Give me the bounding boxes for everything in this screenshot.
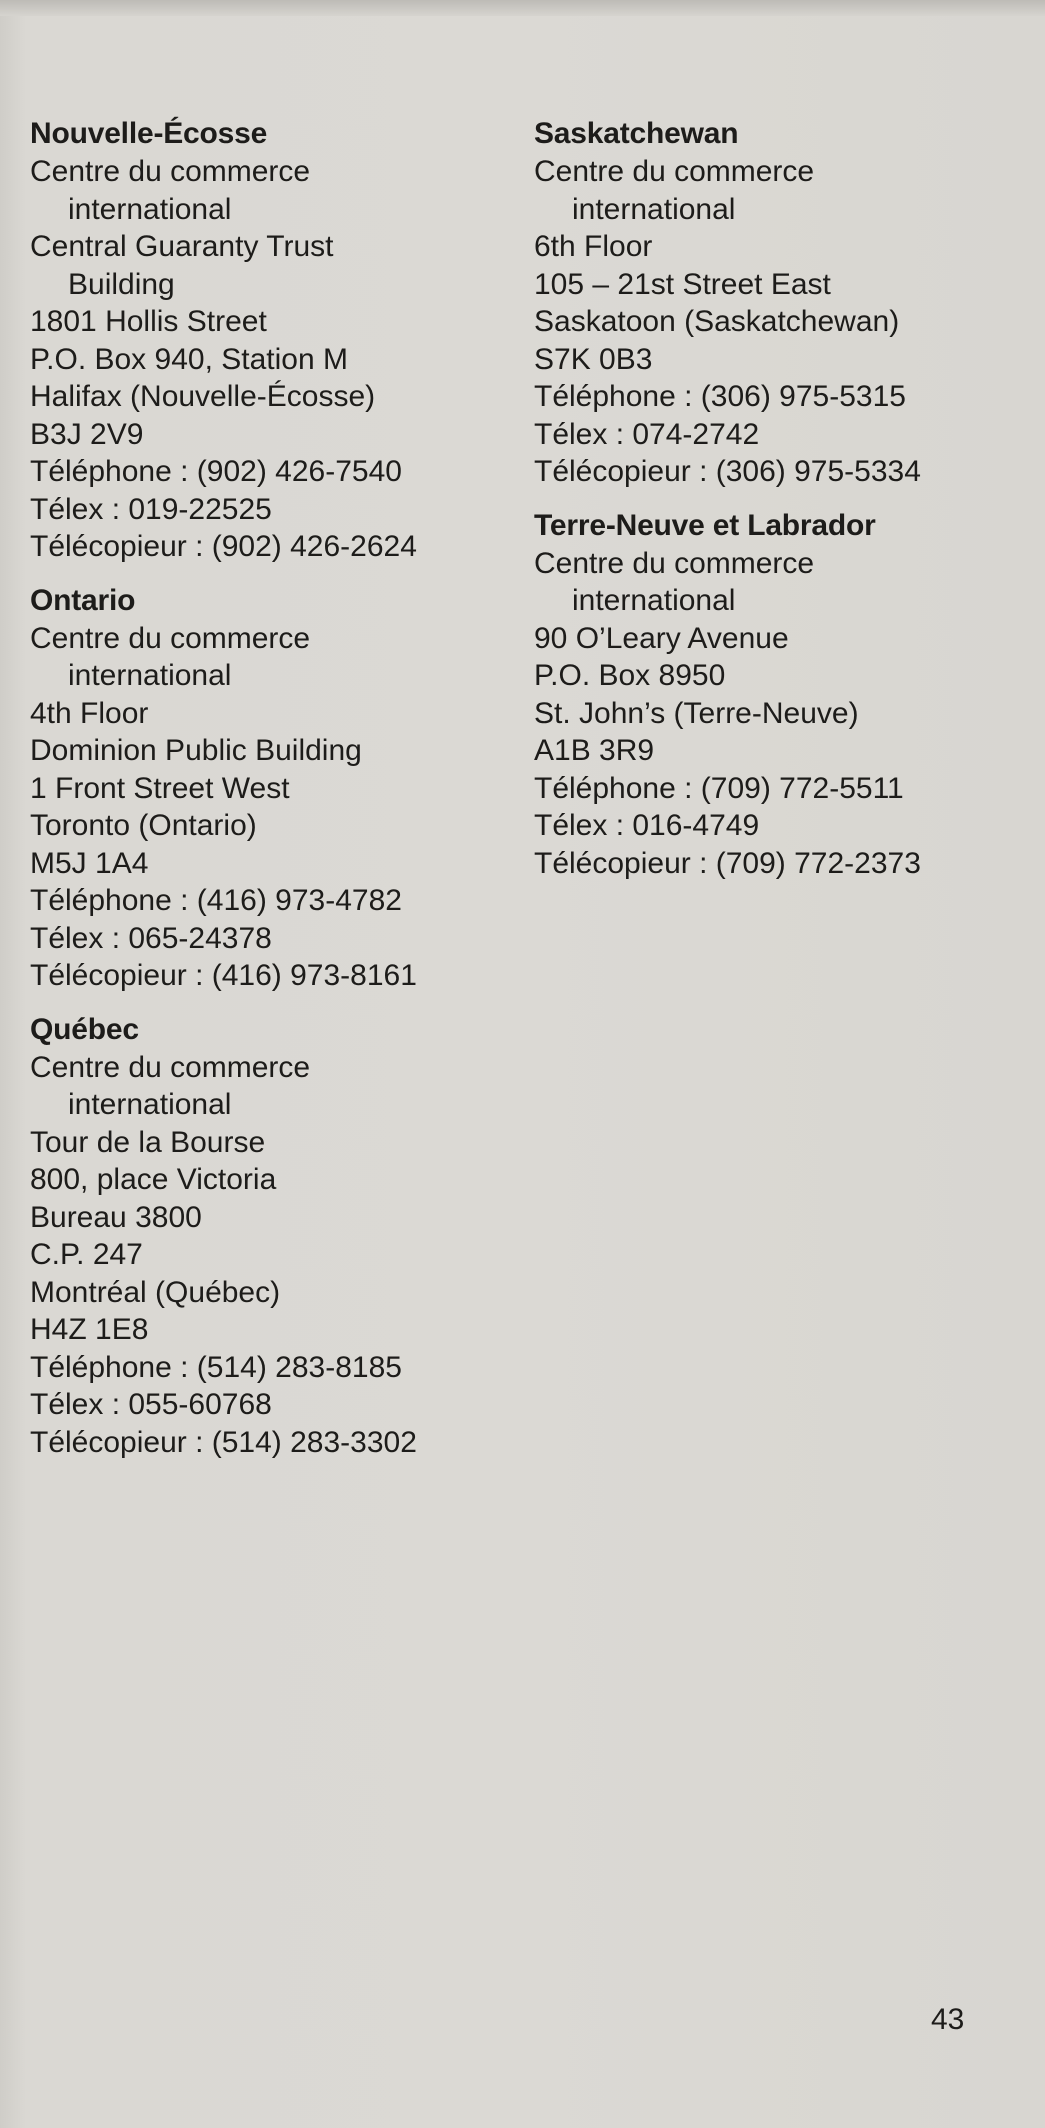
address-line: Télex : 019-22525 — [30, 492, 272, 526]
region-heading: Québec — [30, 1012, 139, 1046]
address-block-terre-neuve-et-labrador — [534, 507, 1014, 883]
address-line: Centre du commerce — [534, 546, 815, 580]
address-line: Téléphone : (306) 975-5315 — [534, 380, 906, 413]
address-line: Téléphone : (416) 973-4782 — [30, 884, 402, 917]
address-line: 105 – 21st Street East — [534, 267, 831, 301]
address-line: Télécopieur : (416) 973-8161 — [30, 959, 417, 992]
right-column — [534, 115, 1014, 898]
address-line: 800, place Victoria — [30, 1163, 277, 1196]
address-block-ontario — [30, 582, 510, 995]
region-heading: Saskatchewan — [534, 117, 739, 150]
address-line: Centre du commerce — [30, 155, 311, 188]
address-line: international — [68, 659, 232, 692]
left-column — [30, 115, 510, 1477]
address-line: international — [572, 584, 736, 617]
address-line: S7K 0B3 — [534, 342, 653, 376]
address-line: Télécopieur : (902) 426-2624 — [30, 530, 417, 563]
address-line: M5J 1A4 — [30, 846, 149, 880]
address-block-saskatchewan — [534, 115, 1014, 491]
address-line: H4Z 1E8 — [30, 1313, 149, 1346]
address-line: Central Guaranty Trust — [30, 230, 334, 263]
address-line: Télex : 055-60768 — [30, 1388, 272, 1421]
address-line: 1 Front Street West — [30, 771, 290, 805]
address-line: B3J 2V9 — [30, 417, 144, 451]
address-line: St. John’s (Terre-Neuve) — [534, 696, 859, 730]
address-block-quebec — [30, 1011, 510, 1462]
address-line: Télex : 016-4749 — [534, 809, 760, 842]
address-line: international — [68, 192, 232, 226]
address-line: 4th Floor — [30, 696, 149, 730]
address-line: Bureau 3800 — [30, 1200, 202, 1234]
address-line: Téléphone : (514) 283-8185 — [30, 1350, 402, 1384]
address-line: P.O. Box 940, Station M — [30, 342, 348, 376]
address-line: international — [68, 1088, 232, 1121]
region-heading: Terre-Neuve et Labrador — [534, 508, 876, 542]
address-line: Saskatoon (Saskatchewan) — [534, 305, 900, 338]
address-line: Téléphone : (709) 772-5511 — [534, 771, 904, 805]
address-line: 90 O’Leary Avenue — [534, 621, 789, 655]
address-line: Télex : 065-24378 — [30, 921, 272, 955]
address-line: Télécopieur : (514) 283-3302 — [30, 1425, 417, 1459]
address-line: Télex : 074-2742 — [534, 417, 760, 451]
address-line: Télécopieur : (306) 975-5334 — [534, 455, 921, 488]
address-line: Centre du commerce — [30, 621, 311, 655]
address-line: Téléphone : (902) 426-7540 — [30, 455, 402, 488]
address-line: Halifax (Nouvelle-Écosse) — [30, 380, 376, 413]
address-line: Montréal (Québec) — [30, 1275, 281, 1309]
address-line: Toronto (Ontario) — [30, 809, 257, 842]
address-line: Building — [68, 267, 175, 301]
region-heading: Nouvelle-Écosse — [30, 117, 268, 150]
address-line: international — [572, 192, 736, 226]
address-line: Dominion Public Building — [30, 734, 362, 767]
address-line: Tour de la Bourse — [30, 1125, 266, 1159]
region-heading: Ontario — [30, 583, 136, 617]
address-line: A1B 3R9 — [534, 734, 655, 767]
page-number: 43 — [931, 2003, 965, 2036]
address-line: Télécopieur : (709) 772-2373 — [534, 846, 921, 880]
address-line: Centre du commerce — [30, 1050, 311, 1084]
address-line: 1801 Hollis Street — [30, 305, 267, 338]
page-top-edge — [0, 0, 1045, 16]
address-line: P.O. Box 8950 — [534, 659, 726, 692]
address-line: Centre du commerce — [534, 155, 815, 188]
address-line: C.P. 247 — [30, 1238, 143, 1271]
address-line: 6th Floor — [534, 230, 653, 263]
address-block-nouvelle-ecosse — [30, 115, 510, 566]
